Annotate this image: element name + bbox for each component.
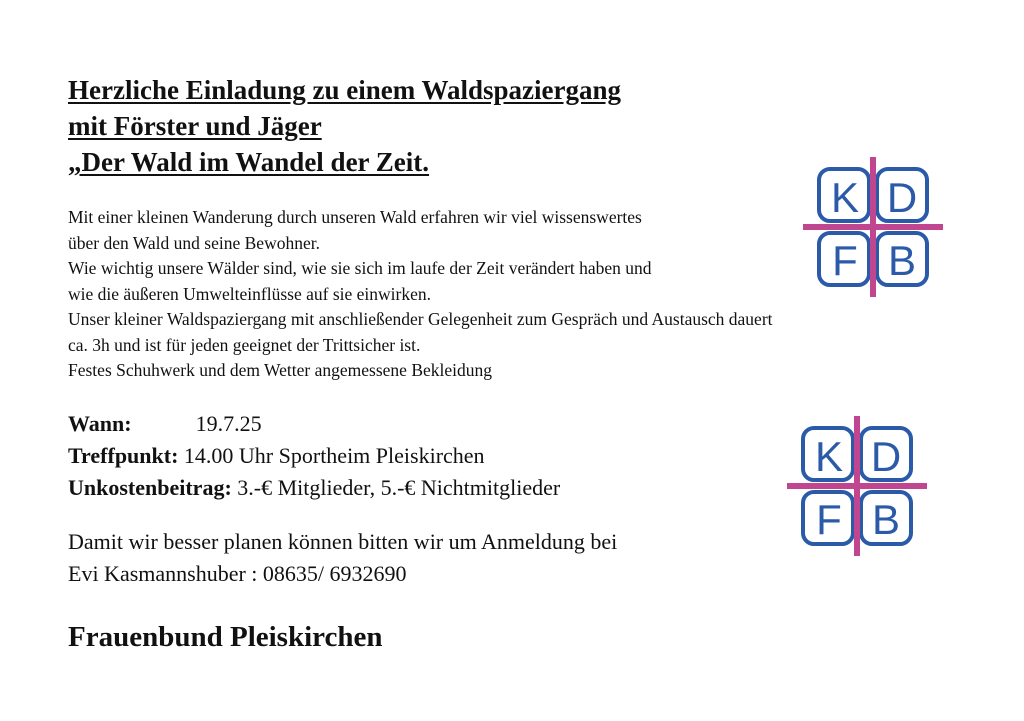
when-value: 19.7.25: [195, 411, 262, 436]
detail-when: [68, 408, 560, 440]
logo-letter-d: D: [870, 433, 902, 480]
organizer-name: Frauenbund Pleiskirchen: [68, 621, 383, 653]
logo-letter-b: B: [871, 496, 901, 543]
detail-meeting-point: [68, 440, 560, 472]
title-line-1: Herzliche Einladung zu einem Waldspaziergang: [68, 75, 622, 105]
description-line: Wie wichtig unsere Wälder sind, wie sie sich im laufe der Zeit verändert haben und: [68, 258, 652, 278]
logo-letter-k: K: [814, 433, 844, 480]
title-line-3: „Der Wald im Wandel der Zeit.: [68, 147, 430, 177]
invitation-title: [68, 72, 621, 180]
kdfb-logo: [787, 416, 927, 556]
contact-line-1: Damit wir besser planen können bitten wir um Anmeldung bei: [68, 529, 618, 554]
logo-letter-f: F: [832, 237, 858, 284]
logo-letter-b: B: [887, 237, 917, 284]
when-label: Wann:: [68, 411, 132, 436]
meeting-value: 14.00 Uhr Sportheim Pleiskirchen: [178, 443, 485, 468]
description-line: Mit einer kleinen Wanderung durch unseren Wald erfahren wir viel wissenswertes: [68, 207, 642, 227]
description-line: Festes Schuhwerk und dem Wetter angemessene Bekleidung: [68, 360, 492, 380]
cost-value: 3.-€ Mitglieder, 5.-€ Nichtmitglieder: [231, 475, 561, 500]
logo-letter-d: D: [886, 174, 918, 221]
kdfb-logo: [803, 157, 943, 297]
registration-contact: [68, 526, 617, 590]
description-line: Unser kleiner Waldspaziergang mit anschließender Gelegenheit zum Gespräch und Austausch dauert: [68, 309, 773, 329]
kdfb-logo-graphic: [787, 416, 927, 556]
description-line: wie die äußeren Umwelteinflüsse auf sie einwirken.: [68, 283, 431, 304]
event-details: [68, 408, 560, 504]
meeting-label: Treffpunkt:: [68, 443, 179, 468]
detail-cost: [68, 472, 560, 504]
description-line: ca. 3h und ist für jeden geeignet der Trittsicher ist.: [68, 334, 421, 355]
logo-letter-f: F: [816, 496, 842, 543]
title-line-2: mit Förster und Jäger: [68, 111, 322, 141]
contact-line-2: Evi Kasmannshuber : 08635/ 6932690: [68, 561, 407, 586]
logo-letter-k: K: [830, 174, 860, 221]
cost-label: Unkostenbeitrag:: [68, 475, 232, 500]
description-line: über den Wald und seine Bewohner.: [68, 232, 320, 253]
kdfb-logo-graphic: [803, 157, 943, 297]
